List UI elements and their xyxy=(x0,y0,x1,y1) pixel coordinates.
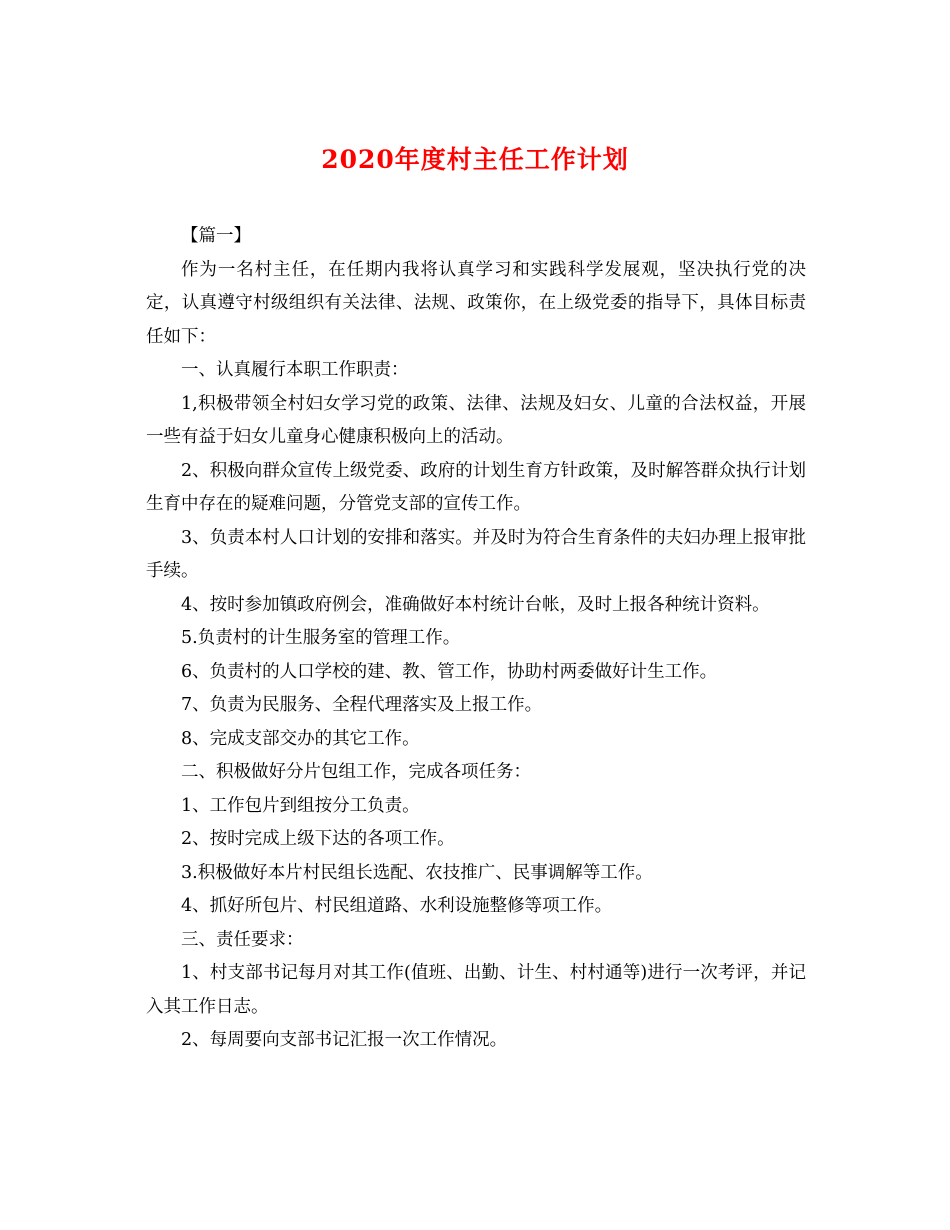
list-item: 2、按时完成上级下达的各项工作。 xyxy=(181,829,455,849)
list-item: 2、积极向群众宣传上级党委、政府的计划生育方针政策，及时解答群众执行计划生育中存在的疑难问题，分管党支部的宣传工作。 xyxy=(146,460,806,514)
document-body xyxy=(146,220,806,1058)
list-item: 8、完成支部交办的其它工作。 xyxy=(181,728,420,749)
list-item: 6、负责村的人口学校的建、教、管工作，协助村两委做好计生工作。 xyxy=(181,661,718,682)
section-heading: 三、责任要求： xyxy=(181,929,304,950)
list-item: 3、负责本村人口计划的安排和落实。并及时为符合生育条件的夫妇办理上报审批手续。 xyxy=(146,527,806,581)
list-item: 1、村支部书记每月对其工作(值班、出勤、计生、村村通等)进行一次考评，并记入其工作日志。 xyxy=(146,963,806,1017)
list-item: 5.负责村的计生服务室的管理工作。 xyxy=(181,628,461,648)
section-heading: 二、积极做好分片包组工作，完成各项任务： xyxy=(181,762,531,782)
section-heading: 【篇一】 xyxy=(181,226,251,246)
list-item: 4、按时参加镇政府例会，准确做好本村统计台帐，及时上报各种统计资料。 xyxy=(181,594,770,615)
list-item: 1,积极带领全村妇女学习党的政策、法律、法规及妇女、儿童的合法权益，开展一些有益于妇女儿童身心健康积极向上的活动。 xyxy=(146,393,806,447)
list-item: 3.积极做好本片村民组长选配、农技推广、民事调解等工作。 xyxy=(181,862,653,883)
list-item: 7、负责为民服务、全程代理落实及上报工作。 xyxy=(181,695,543,715)
intro-paragraph: 作为一名村主任，在任期内我将认真学习和实践科学发展观，坚决执行党的决定，认真遵守村级组织有关法律、法规、政策你，在上级党委的指导下，具体目标责任如下： xyxy=(146,259,806,347)
document-title: 2020年度村主任工作计划 xyxy=(321,145,629,174)
list-item: 1、工作包片到组按分工负责。 xyxy=(181,795,420,816)
section-heading: 一、认真履行本职工作职责： xyxy=(181,360,409,380)
list-item: 2、每周要向支部书记汇报一次工作情况。 xyxy=(181,1030,508,1050)
list-item: 4、抓好所包片、村民组道路、水利设施整修等项工作。 xyxy=(181,896,613,916)
